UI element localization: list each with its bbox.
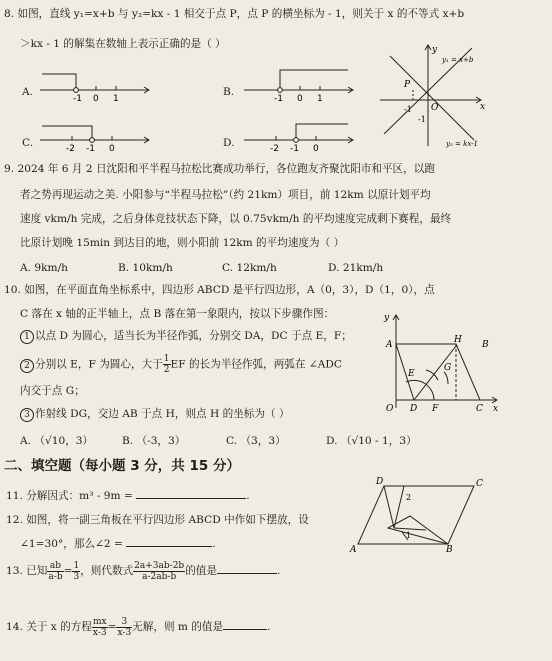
- fig10-x-label: x: [493, 404, 499, 414]
- q14: [6, 616, 270, 638]
- q9-option-c[interactable]: C. 12km/h: [222, 262, 277, 274]
- nl-b-label-2: 0: [297, 94, 303, 104]
- q9-line-4: 比原计划晚 15min 到达目的地，则小阳前 12km 的平均速度为（ ）: [20, 237, 345, 249]
- q13-fraction-2: $\frac{1}{3}$: [73, 560, 80, 582]
- q9-option-a[interactable]: A. 9km/h: [20, 262, 68, 274]
- q13-pre: 13. 已知: [6, 565, 48, 577]
- q12-line-1: 12. 如图，将一副三角板在平行四边形 ABCD 中作如下摆放，设: [6, 514, 309, 526]
- q8-line-2: ＞kx - 1 的解集在数轴上表示正确的是（ ）: [20, 38, 226, 50]
- q11-text: 11. 分解因式：m³ - 9m =: [6, 490, 137, 502]
- q10-option-c[interactable]: C. （3，3）: [226, 435, 286, 447]
- graph-origin-label: O: [431, 103, 439, 113]
- step-1-marker: 1: [20, 330, 34, 344]
- q10-option-b[interactable]: B. （-3，3）: [122, 435, 186, 447]
- step-2-marker: 2: [20, 359, 34, 373]
- q14-pre: 14. 关于 x 的方程: [6, 621, 92, 633]
- q14-fraction-2: $\frac{3}{x-3}$: [117, 616, 132, 638]
- nl-c-label-3: 0: [109, 144, 115, 154]
- q10-step-3: [20, 407, 290, 422]
- q8-line-1: 8. 如图，直线 y₁=x+b 与 y₂=kx - 1 相交于点 P，点 P 的横坐标为 - 1，则关于 x 的不等式 x+b: [4, 8, 465, 20]
- q9-option-d[interactable]: D. 21km/h: [328, 262, 384, 274]
- section-2-title: 二、填空题（每小题 3 分，共 15 分）: [4, 458, 240, 474]
- fig12-D-label: D: [376, 477, 384, 487]
- fig10-D-label: D: [410, 404, 418, 414]
- nl-a-label-2: 0: [93, 94, 99, 104]
- q13: [6, 560, 280, 582]
- q12-answer-blank[interactable]: [126, 546, 212, 547]
- number-line-c: [40, 116, 150, 152]
- q9-option-b[interactable]: B. 10km/h: [118, 262, 173, 274]
- nl-d-label-1: -2: [270, 144, 279, 154]
- graph-line2-label: y₂ = kx-1: [446, 140, 478, 148]
- nl-d-label-3: 0: [313, 144, 319, 154]
- number-line-a: [40, 66, 150, 102]
- graph-neg1-y: -1: [418, 115, 426, 124]
- fig12-C-label: C: [476, 479, 483, 489]
- q14-end: .: [267, 621, 271, 633]
- q12-end: .: [212, 538, 216, 550]
- step-3-marker: 3: [20, 408, 34, 422]
- fig10-H-label: H: [454, 335, 462, 345]
- number-line-b: [244, 66, 354, 102]
- fig12-angle1-label: 1: [406, 531, 412, 540]
- q9-line-1: 9. 2024 年 6 月 2 日沈阳和平半程马拉松比赛成功举行，各位跑友齐聚沈阳市和平区，以跑: [4, 163, 435, 175]
- fig10-E-label: E: [408, 369, 415, 379]
- q10-step-3-text: 作射线 DG，交边 AB 于点 H，则点 H 的坐标为（ ）: [35, 408, 290, 420]
- q10-option-a[interactable]: A. （√10，3）: [20, 435, 94, 447]
- graph-neg1-x: -1: [404, 105, 412, 114]
- fig10-G-label: G: [444, 363, 452, 373]
- q10-step-2-text-a: 分别以 E，F 为圆心，大于: [35, 358, 163, 371]
- fig10-O-label: O: [386, 404, 394, 414]
- q8-option-c[interactable]: C.: [22, 137, 34, 149]
- q12-text: ∠1=30°，那么∠2 =: [20, 538, 127, 550]
- q13-fraction-3: $\frac{2a+3ab-2b}{a-2ab-b}$: [134, 560, 185, 582]
- q11-answer-blank[interactable]: [136, 498, 246, 499]
- q14-eq: =: [107, 621, 117, 633]
- q8-option-d[interactable]: D.: [223, 137, 235, 149]
- q10-step-2: [20, 354, 342, 375]
- nl-b-label-3: 1: [317, 94, 323, 104]
- q13-fraction-1: $\frac{ab}{a-b}$: [48, 560, 63, 582]
- graph-p-label: P: [404, 80, 411, 90]
- q10-half-fraction: $\frac{1}{2}$: [163, 354, 170, 375]
- fig12-A-label: A: [350, 545, 357, 555]
- fig10-C-label: C: [476, 404, 483, 414]
- graph-x-label: x: [480, 102, 486, 112]
- graph-y-label: y: [432, 45, 438, 55]
- q12-figure: [350, 472, 490, 558]
- q14-fraction-1: $\frac{mx}{x-3}$: [92, 616, 107, 638]
- q14-answer-blank[interactable]: [223, 629, 267, 630]
- q11: [6, 489, 250, 503]
- graph-line1-label: y₁ = x+b: [442, 56, 474, 64]
- q13-end: .: [276, 565, 281, 577]
- q10-option-d[interactable]: D. （√10 - 1，3）: [326, 435, 417, 447]
- q8-graph: [376, 42, 492, 150]
- q10-figure: [378, 312, 502, 416]
- q13-eq: =: [63, 565, 73, 577]
- q12-line-2: [20, 537, 216, 551]
- q8-option-a[interactable]: A.: [22, 86, 34, 98]
- q10-step-1-text: 以点 D 为圆心，适当长为半径作弧，分别交 DA，DC 于点 E，F；: [35, 330, 352, 342]
- q10-step-2-text-b: EF 的长为半径作弧，两弧在 ∠ADC: [170, 358, 342, 371]
- q10-line-1: 10. 如图，在平面直角坐标系中，四边形 ABCD 是平行四边形，A（0，3），D（1，0），点: [4, 284, 435, 296]
- fig12-angle2-label: 2: [406, 493, 412, 502]
- number-line-d: [244, 116, 354, 152]
- nl-d-label-2: -1: [290, 144, 299, 154]
- fig10-F-label: F: [432, 404, 439, 414]
- q13-mid: ，则代数式: [80, 565, 134, 577]
- fig10-y-label: y: [384, 313, 390, 323]
- q11-end: .: [246, 490, 250, 502]
- fig12-B-label: B: [446, 545, 453, 555]
- q8-option-b[interactable]: B.: [223, 86, 235, 98]
- q13-post: 的值是: [185, 565, 217, 577]
- nl-c-label-2: -1: [86, 144, 95, 154]
- nl-a-label-3: 1: [113, 94, 119, 104]
- q13-answer-blank[interactable]: [217, 573, 277, 574]
- q10-line-2: C 落在 x 轴的正半轴上，点 B 落在第一象限内，按以下步骤作图：: [20, 308, 335, 320]
- q10-step-2-cont: 内交于点 G；: [20, 385, 85, 397]
- q14-post: 无解，则 m 的值是: [132, 621, 224, 633]
- fig10-B-label: B: [482, 340, 489, 350]
- q10-step-1: [20, 329, 352, 344]
- nl-c-label-1: -2: [66, 144, 75, 154]
- fig10-A-label: A: [386, 340, 393, 350]
- nl-a-label-1: -1: [73, 94, 82, 104]
- nl-b-label-1: -1: [274, 94, 283, 104]
- q9-line-3: 速度 vkm/h 完成，之后身体竞技状态下降，以 0.75vkm/h 的平均速度完成剩下赛程，最终: [20, 213, 452, 225]
- q9-line-2: 者之势再现运动之美. 小阳参与“半程马拉松”（约 21km）项目，前 12km 以原计划平均: [20, 189, 431, 201]
